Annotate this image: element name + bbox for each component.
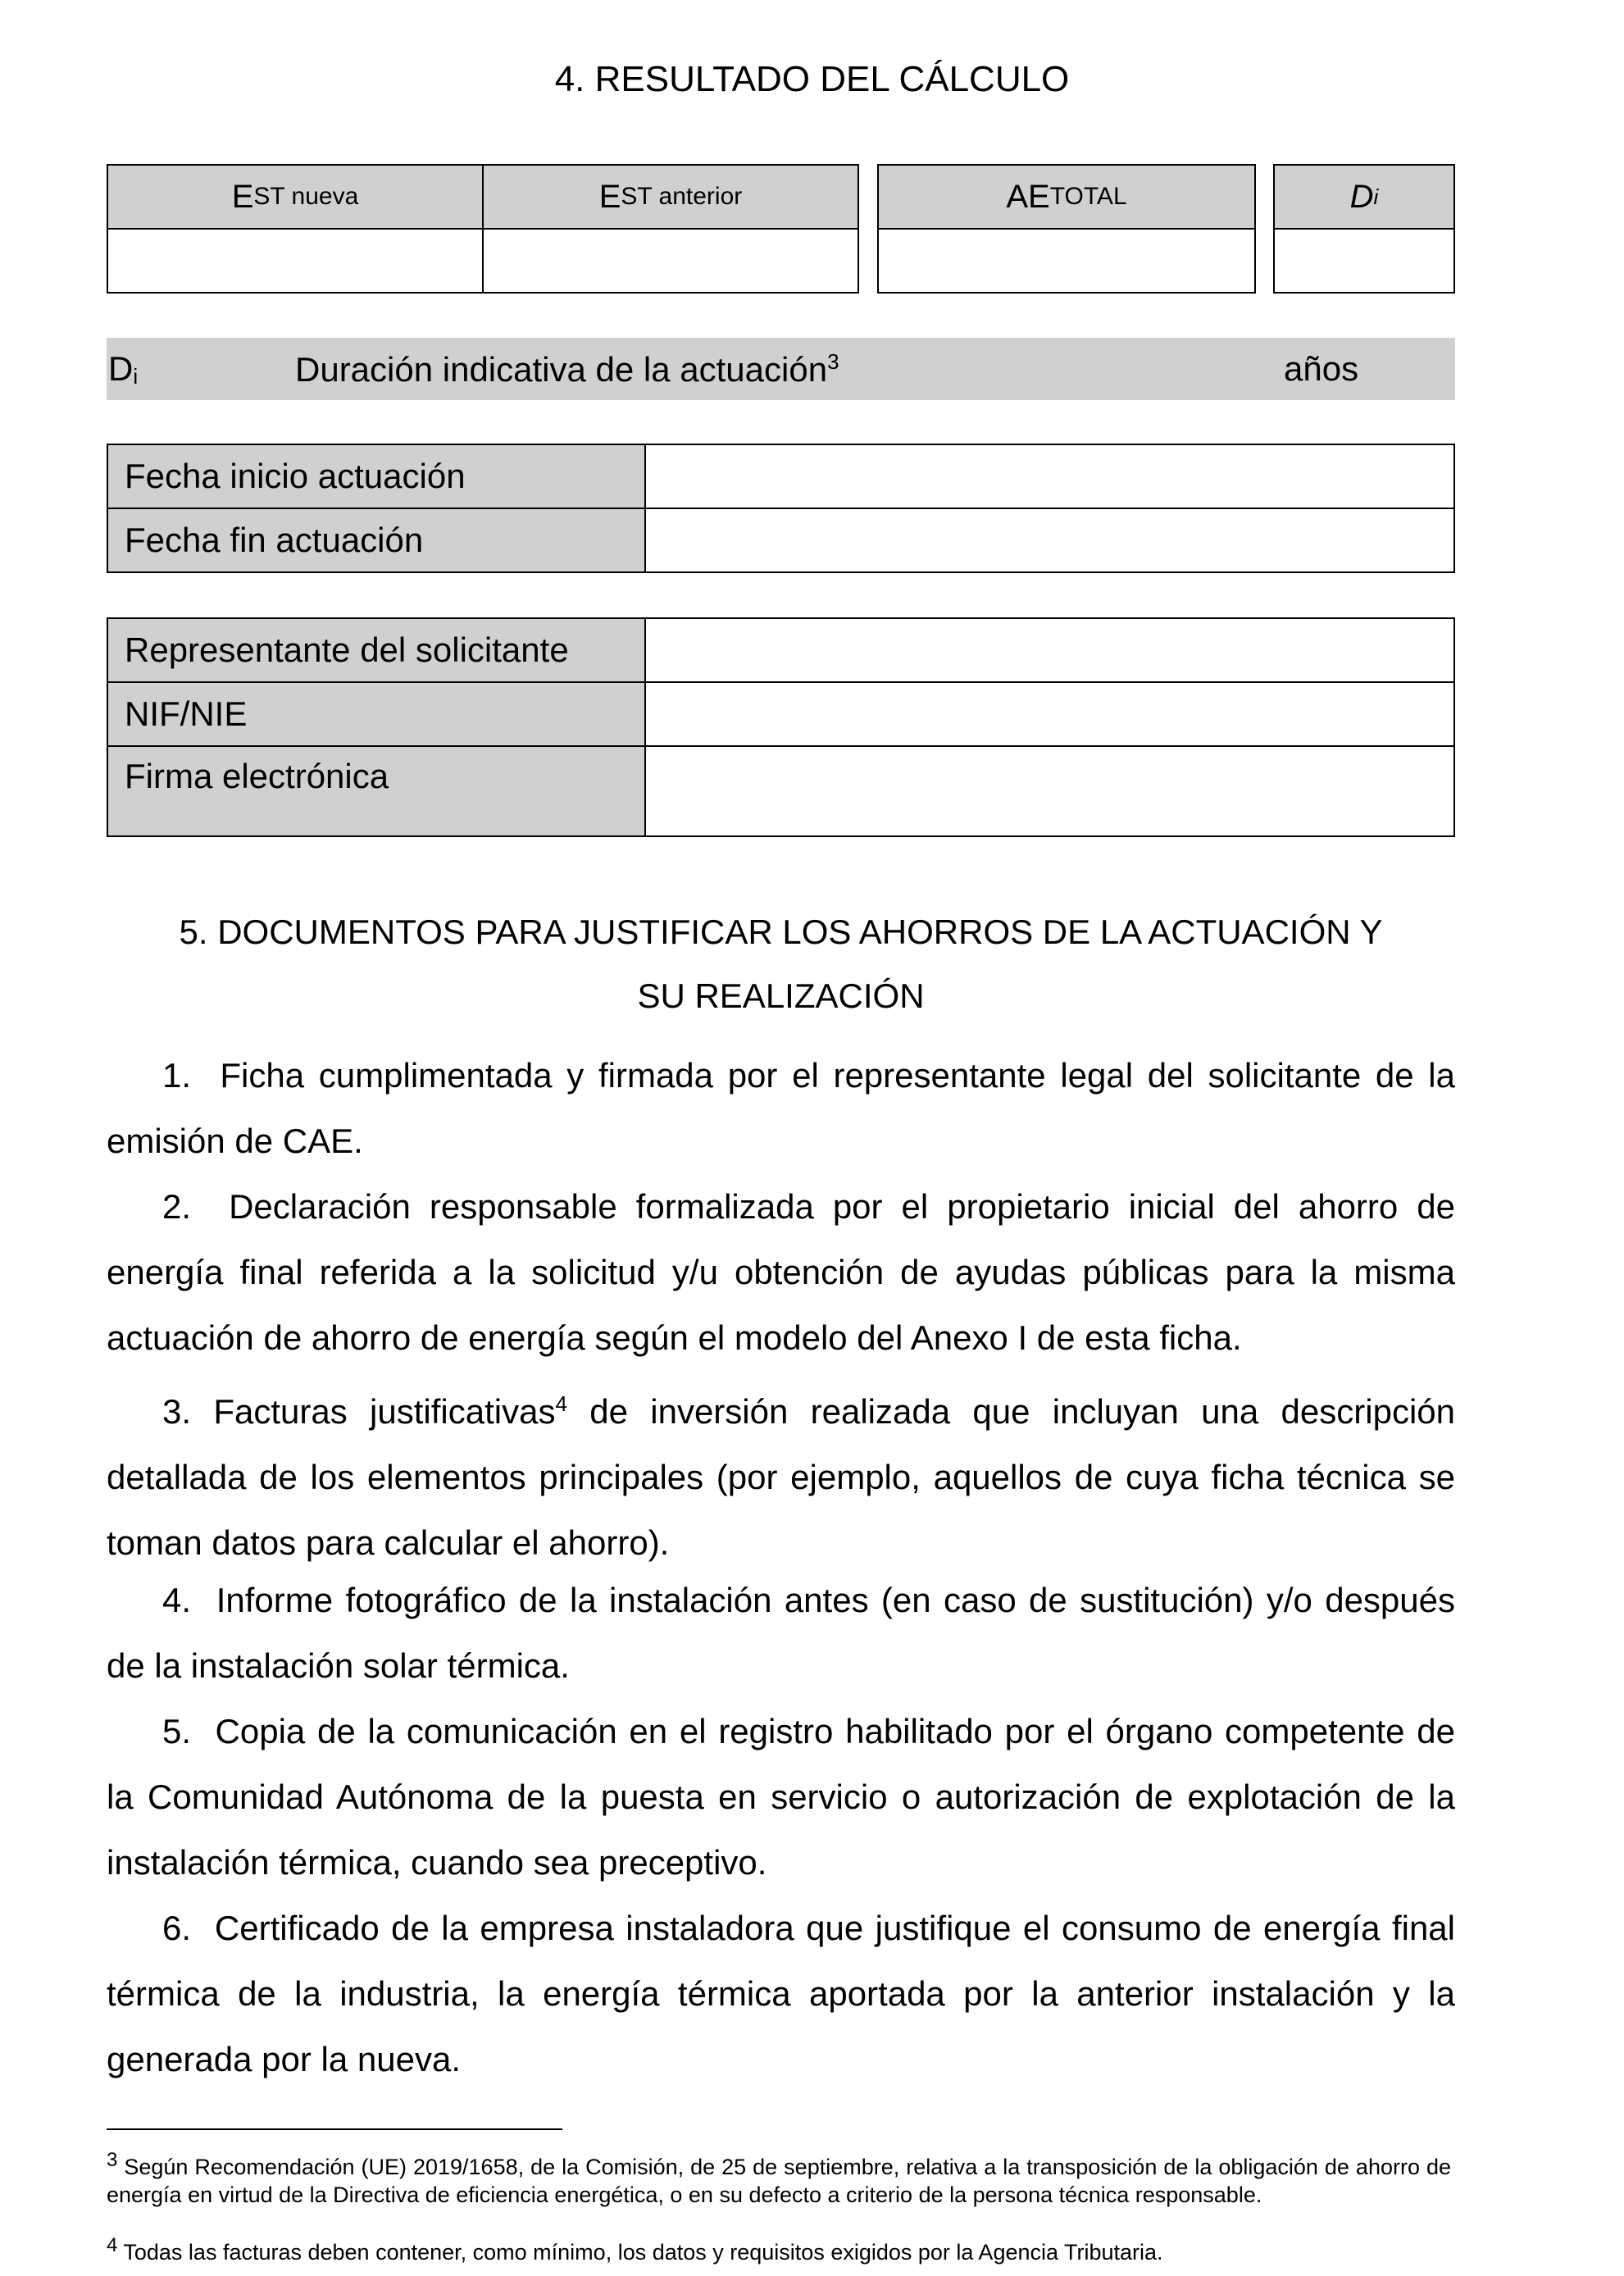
field-fecha-fin[interactable] (644, 508, 1455, 573)
list-item-2-text: Declaración responsable formalizada por el propietario inicial del ahorro de energía final referida a la solicitud y/u obtención de ayudas públicas para la misma actuación de ahorro de energía según el modelo del Anexo I de esta ficha. (107, 1187, 1455, 1357)
list-item-3-num: 3. (162, 1392, 192, 1431)
label-fecha-inicio: Fecha inicio actuación (107, 444, 646, 509)
section-4-title: 4. RESULTADO DEL CÁLCULO (554, 59, 1070, 99)
field-nif-nie[interactable] (644, 681, 1455, 747)
list-item-4-num: 4. (162, 1581, 192, 1619)
section-5-title-line2: SU REALIZACIÓN (637, 976, 925, 1015)
header-est-nueva (107, 164, 484, 230)
field-fecha-inicio[interactable] (644, 444, 1455, 509)
header-est-anterior (482, 164, 859, 230)
header-ae-total (877, 164, 1256, 230)
footnote-4 (107, 2232, 1451, 2266)
header-est-nueva-main: E (231, 178, 254, 215)
footnote-4-text: Todas las facturas deben contener, como mínimo, los datos y requisitos exigidos por la Agencia Tributaria. (117, 2240, 1163, 2265)
duration-symbol-sub: i (133, 364, 139, 389)
list-item-2-num: 2. (162, 1187, 192, 1226)
section-5-title-line1: 5. DOCUMENTOS PARA JUSTIFICAR LOS AHORROS DE LA ACTUACIÓN Y (179, 913, 1383, 951)
value-est-anterior[interactable] (482, 228, 859, 294)
header-est-nueva-sub: ST nueva (253, 183, 359, 210)
field-representante[interactable] (644, 617, 1455, 683)
list-item-4 (107, 1568, 1455, 1699)
field-firma[interactable] (644, 745, 1455, 837)
footnote-3-text: Según Recomendación (UE) 2019/1658, de la Comisión, de 25 de septiembre, relativa a la transposición de la obligación de ahorro de energía en virtud de la Directiva de eficiencia energética, o en su defecto a criterio de la persona técnica responsable. (107, 2155, 1451, 2207)
label-nif-nie: NIF/NIE (107, 681, 646, 747)
duration-symbol: $D_i$ (108, 349, 139, 389)
list-item-3-footnote-ref: 4 (555, 1391, 567, 1416)
label-fecha-fin: Fecha fin actuación (107, 508, 646, 573)
duration-description: Duración indicativa de la actuación$^3$ (295, 349, 839, 389)
list-item-2 (107, 1174, 1455, 1371)
duration-row (107, 338, 1455, 400)
footnote-3 (107, 2146, 1451, 2209)
header-di-sub: i (1373, 184, 1379, 209)
header-ae-total-sub: TOTAL (1049, 183, 1127, 210)
header-ae-total-main: AE (1006, 178, 1050, 215)
section-5-title (107, 900, 1455, 1028)
list-item-5 (107, 1699, 1455, 1896)
label-representante: Representante del solicitante (107, 617, 646, 683)
header-est-anterior-main: E (598, 178, 621, 215)
label-firma: Firma electrónica (107, 745, 646, 837)
list-item-5-num: 5. (162, 1712, 192, 1750)
header-est-anterior-sub: ST anterior (621, 183, 743, 210)
footnote-separator (107, 2128, 562, 2130)
list-item-6 (107, 1896, 1455, 2092)
value-di[interactable] (1273, 228, 1455, 294)
value-ae-total[interactable] (877, 228, 1256, 294)
list-item-1-num: 1. (162, 1056, 192, 1095)
list-item-4-text: Informe fotográfico de la instalación antes (en caso de sustitución) y/o después de la instalación solar térmica. (107, 1581, 1456, 1685)
footnote-4-num: 4 (107, 2234, 118, 2256)
header-di-main: D (1349, 178, 1374, 215)
duration-unit: años (1284, 349, 1359, 388)
list-item-6-num: 6. (162, 1909, 192, 1947)
list-item-3-text-before: Facturas justificativas (213, 1392, 556, 1431)
list-item-1 (107, 1043, 1455, 1174)
duration-footnote-ref: 3 (827, 349, 839, 374)
value-est-nueva[interactable] (107, 228, 484, 294)
list-item-1-text: Ficha cumplimentada y firmada por el representante legal del solicitante de la emisión de CAE. (107, 1056, 1455, 1160)
list-item-6-text: Certificado de la empresa instaladora que justifique el consumo de energía final térmica de la industria, la energía térmica aportada por la anterior instalación y la generada por la nueva. (107, 1909, 1455, 2078)
list-item-3-text-after: de inversión realizada que incluyan una descripción detallada de los elementos principales (por ejemplo, aquellos de cuya ficha técnica se toman datos para calcular el ahorro). (107, 1392, 1456, 1562)
list-item-5-text: Copia de la comunicación en el registro habilitado por el órgano competente de la Comunidad Autónoma de la puesta en servicio o autorización de explotación de la instalación térmica, cuando sea preceptivo. (107, 1712, 1455, 1882)
footnote-3-num: 3 (107, 2149, 118, 2171)
list-item-3 (107, 1371, 1455, 1576)
header-di (1273, 164, 1455, 230)
